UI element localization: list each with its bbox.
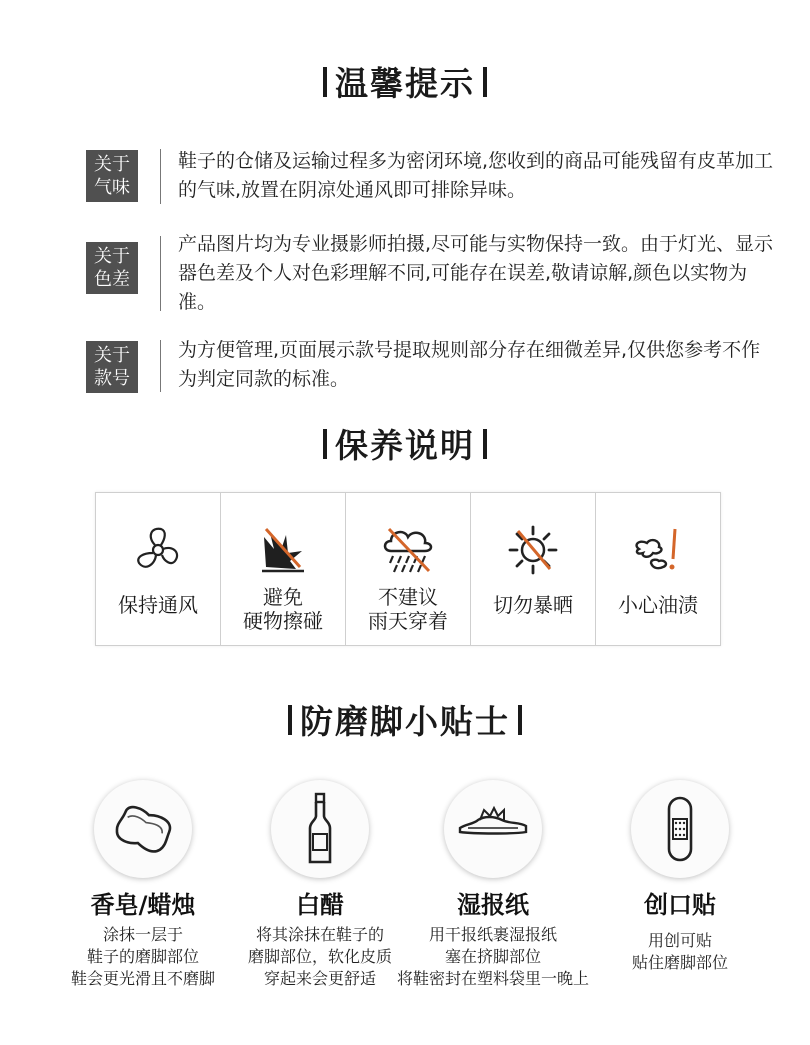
title-bar-right — [518, 705, 522, 735]
care-item-ventilate — [96, 493, 221, 645]
bandage-icon — [631, 780, 729, 878]
care-label-line1: 保持通风 — [118, 593, 198, 617]
tip-desc-line: 鞋子的磨脚部位 — [86, 947, 199, 966]
tip-name: 湿报纸 — [457, 891, 529, 919]
care-item-avoid-impact — [221, 493, 346, 645]
tip-desc-line: 用干报纸裹湿报纸 — [428, 925, 557, 944]
care-label-line1: 小心油渍 — [618, 593, 698, 617]
tag-line-2: 气味 — [94, 177, 130, 198]
fan-icon — [131, 523, 185, 577]
tips-section-title — [0, 696, 810, 743]
tip-description — [393, 924, 593, 990]
notice-text: 鞋子的仓储及运输过程多为密闭环境,您收到的商品可能残留有皮革加工的气味,放置在阴凉处通风即可排除异味。 — [178, 150, 774, 201]
title-bar-right — [483, 429, 487, 459]
care-label — [596, 593, 720, 617]
notice-tag — [86, 242, 138, 294]
care-label — [96, 593, 220, 617]
divider-line — [160, 340, 161, 392]
care-item-beware-oil — [596, 493, 720, 645]
tip-desc-line: 塞在挤脚部位 — [444, 947, 541, 966]
tip-circle — [94, 780, 192, 878]
tip-name: 香皂/蜡烛 — [90, 891, 196, 919]
tip-description — [220, 924, 420, 990]
tip-circle — [631, 780, 729, 878]
vinegar-bottle-icon — [271, 780, 369, 878]
soap-icon — [94, 780, 192, 878]
title-bar-left — [288, 705, 292, 735]
reminder-title-text: 温馨提示 — [335, 64, 475, 103]
no-oil-icon — [629, 523, 687, 577]
reminder-section-title — [0, 58, 810, 105]
tip-name: 创口贴 — [644, 891, 716, 919]
tip-circle — [444, 780, 542, 878]
tag-line-1: 关于 — [94, 246, 130, 267]
notice-tag — [86, 150, 138, 202]
divider-line — [160, 149, 161, 204]
care-label-line1: 不建议 — [378, 585, 438, 609]
tag-line-1: 关于 — [94, 345, 130, 366]
care-label-line2: 硬物擦碰 — [243, 609, 323, 633]
care-label-line1: 切勿暴晒 — [493, 593, 573, 617]
tip-desc-line: 用创可贴 — [647, 931, 712, 950]
care-title-text: 保养说明 — [335, 426, 475, 465]
tip-desc-line: 穿起来会更舒适 — [263, 969, 376, 988]
tip-desc-line: 贴住磨脚部位 — [631, 953, 728, 972]
tip-desc-line: 鞋会更光滑且不磨脚 — [70, 969, 215, 988]
care-grid — [95, 492, 721, 646]
no-rain-icon — [379, 523, 437, 577]
tips-title-text: 防磨脚小贴士 — [300, 702, 510, 741]
tip-description — [580, 930, 780, 974]
title-bar-right — [483, 67, 487, 97]
no-sun-icon — [506, 523, 560, 577]
notice-text: 为方便管理,页面展示款号提取规则部分存在细微差异,仅供您参考不作为判定同款的标准。 — [178, 339, 761, 390]
notice-tag — [86, 341, 138, 393]
wet-paper-icon — [444, 780, 542, 878]
tip-name: 白醋 — [296, 891, 344, 919]
care-label-line1: 避免 — [263, 585, 303, 609]
care-label — [471, 593, 595, 617]
tip-desc-line: 将鞋密封在塑料袋里一晚上 — [396, 969, 589, 988]
title-bar-left — [323, 429, 327, 459]
tip-desc-line: 将其涂抹在鞋子的 — [255, 925, 384, 944]
tip-desc-line: 磨脚部位，软化皮质 — [247, 947, 392, 966]
tip-desc-line: 涂抹一层于 — [102, 925, 183, 944]
title-bar-left — [323, 67, 327, 97]
care-item-no-sun — [471, 493, 596, 645]
tip-circle — [271, 780, 369, 878]
tip-description — [43, 924, 243, 990]
no-impact-icon — [256, 523, 310, 577]
care-section-title — [0, 420, 810, 467]
divider-line — [160, 236, 161, 311]
care-label — [346, 585, 470, 633]
care-item-no-rain — [346, 493, 471, 645]
care-label-line2: 雨天穿着 — [368, 609, 448, 633]
tag-line-2: 款号 — [94, 368, 130, 389]
care-label — [221, 585, 345, 633]
tag-line-2: 色差 — [94, 269, 130, 290]
notice-text: 产品图片均为专业摄影师拍摄,尽可能与实物保持一致。由于灯光、显示器色差及个人对色彩理解不同,可能存在误差,敬请谅解,颜色以实物为准。 — [178, 233, 774, 313]
tag-line-1: 关于 — [94, 154, 130, 175]
